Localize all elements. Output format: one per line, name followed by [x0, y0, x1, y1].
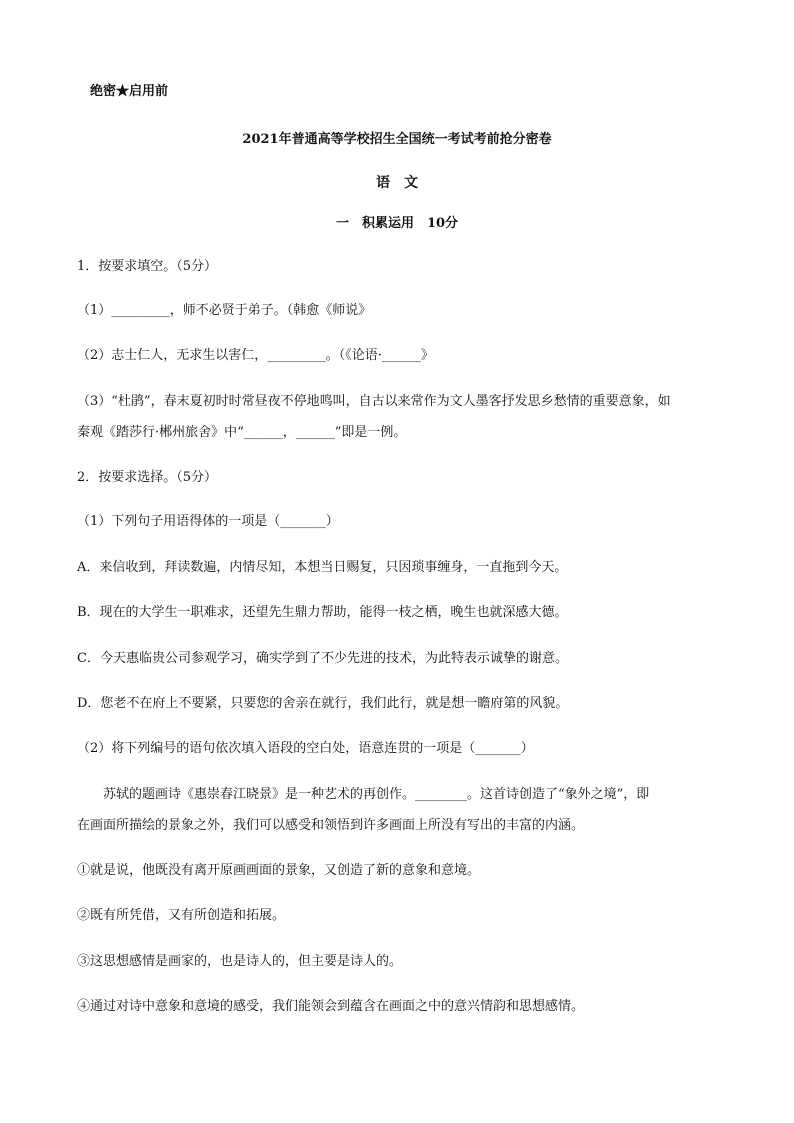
option-c: C．今天惠临贵公司参观学习，确实学到了不少先进的技术，为此特表示诚挚的谢意。	[77, 651, 568, 666]
sentence-2: ②既有所凭借，又有所创造和拓展。	[77, 908, 286, 923]
option-b: B．现在的大学生一职难求，还望先生鼎力帮助，能得一枝之栖，晚生也就深感大德。	[77, 605, 568, 620]
q1-item-2: （2）志士仁人，无求生以害仁，_________。（《论语·______》	[77, 348, 434, 363]
section-heading: 一 积累运用 10分	[335, 216, 459, 231]
sentence-4: ④通过对诗中意象和意境的感受，我们能领会到蕴含在画面之中的意兴情韵和思想感情。	[77, 999, 585, 1014]
sentence-1: ①就是说，他既没有离开原画画面的景象，又创造了新的意象和意境。	[77, 863, 481, 878]
passage-line-1: 苏轼的题画诗《惠崇春江晓景》是一种艺术的再创作。________。这首诗创造了“象外之境”，即	[103, 787, 650, 802]
q2-stem: 2．按要求选择。（5分）	[77, 470, 218, 485]
option-d: D．您老不在府上不要紧，只要您的舍亲在就行，我们此行，就是想一瞻府第的风貌。	[77, 696, 569, 711]
exam-title: 2021年普通高等学校招生全国统一考试考前抢分密卷	[242, 132, 552, 147]
q1-item-1: （1）_________，师不必贤于弟子。（韩愈《师说》	[77, 303, 372, 318]
passage-line-2: 在画面所描绘的景象之外，我们可以感受和领悟到许多画面上所没有写出的丰富的内涵。	[77, 818, 585, 833]
q2-sub2-stem: （2）将下列编号的语句依次填入语段的空白处，语意连贯的一项是（_______）	[77, 741, 534, 756]
q1-stem: 1．按要求填空。（5分）	[77, 259, 218, 274]
q1-item-3-line-1: （3）“杜鹃”，春末夏初时时常昼夜不停地鸣叫，自古以来常作为文人墨客抒发思乡愁情的重要意象，如	[77, 394, 671, 409]
option-a: A．来信收到，拜读数遍，内情尽知，本想当日赐复，只因琐事缠身，一直拖到今天。	[77, 560, 568, 575]
confidential-label: 绝密★启用前	[90, 84, 169, 99]
sentence-3: ③这思想感情是画家的，也是诗人的，但主要是诗人的。	[77, 954, 403, 969]
q2-sub1-stem: （1）下列句子用语得体的一项是（_______）	[77, 514, 339, 529]
q1-item-3-line-2: 秦观《踏莎行·郴州旅舍》中“______，______”即是一例。	[77, 425, 407, 440]
subject-title: 语 文	[376, 175, 418, 191]
